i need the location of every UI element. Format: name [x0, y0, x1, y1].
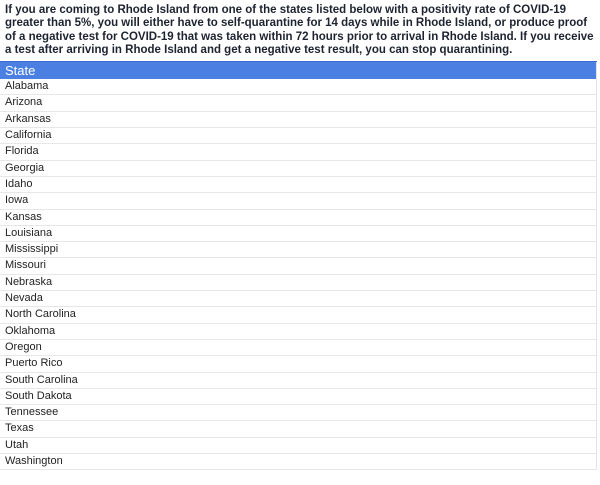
table-row: [0, 307, 597, 323]
state-cell: Alabama: [0, 79, 597, 95]
state-cell: Oklahoma: [0, 323, 597, 339]
state-cell: Iowa: [0, 193, 597, 209]
state-cell: Puerto Rico: [0, 356, 597, 372]
table-row: [0, 291, 597, 307]
state-cell: Kansas: [0, 209, 597, 225]
state-cell: Florida: [0, 144, 597, 160]
table-row: [0, 405, 597, 421]
state-cell: Texas: [0, 421, 597, 437]
state-cell: Arkansas: [0, 111, 597, 127]
table-row: [0, 209, 597, 225]
state-column-header: State: [0, 62, 597, 80]
quarantine-notice-text: If you are coming to Rhode Island from one of the states listed below with a positivity rate of COVID-19 greater than 5%, you will either have to self-quarantine for 14 days while in Rhode Island, or produce proof of a negative test for COVID-19 that was taken within 72 hours prior to arrival in Rhode Island. If you receive a test after arriving in Rhode Island and get a negative test result, you can stop quarantining.: [5, 4, 594, 56]
state-cell: Oregon: [0, 339, 597, 355]
state-cell: North Carolina: [0, 307, 597, 323]
table-row: [0, 454, 597, 470]
table-row: [0, 193, 597, 209]
table-row: [0, 421, 597, 437]
table-row: [0, 274, 597, 290]
state-cell: Idaho: [0, 176, 597, 192]
table-body: [0, 79, 597, 470]
state-cell: Arizona: [0, 95, 597, 111]
state-cell: Utah: [0, 437, 597, 453]
state-cell: California: [0, 128, 597, 144]
state-cell: Nebraska: [0, 274, 597, 290]
table-row: [0, 372, 597, 388]
table-row: [0, 160, 597, 176]
state-cell: South Carolina: [0, 372, 597, 388]
state-cell: Louisiana: [0, 225, 597, 241]
state-cell: Nevada: [0, 291, 597, 307]
table-row: [0, 388, 597, 404]
state-cell: Tennessee: [0, 405, 597, 421]
state-cell: Missouri: [0, 258, 597, 274]
table-row: [0, 225, 597, 241]
table-row: [0, 323, 597, 339]
table-row: [0, 128, 597, 144]
table-row: [0, 437, 597, 453]
table-row: [0, 356, 597, 372]
table-row: [0, 258, 597, 274]
table-row: [0, 242, 597, 258]
table-row: [0, 79, 597, 95]
table-row: [0, 144, 597, 160]
states-table: [0, 61, 597, 470]
table-header-row: [0, 62, 597, 80]
table-row: [0, 339, 597, 355]
state-cell: South Dakota: [0, 388, 597, 404]
table-row: [0, 176, 597, 192]
state-cell: Mississippi: [0, 242, 597, 258]
state-cell: Washington: [0, 454, 597, 470]
table-row: [0, 95, 597, 111]
table-row: [0, 111, 597, 127]
state-cell: Georgia: [0, 160, 597, 176]
